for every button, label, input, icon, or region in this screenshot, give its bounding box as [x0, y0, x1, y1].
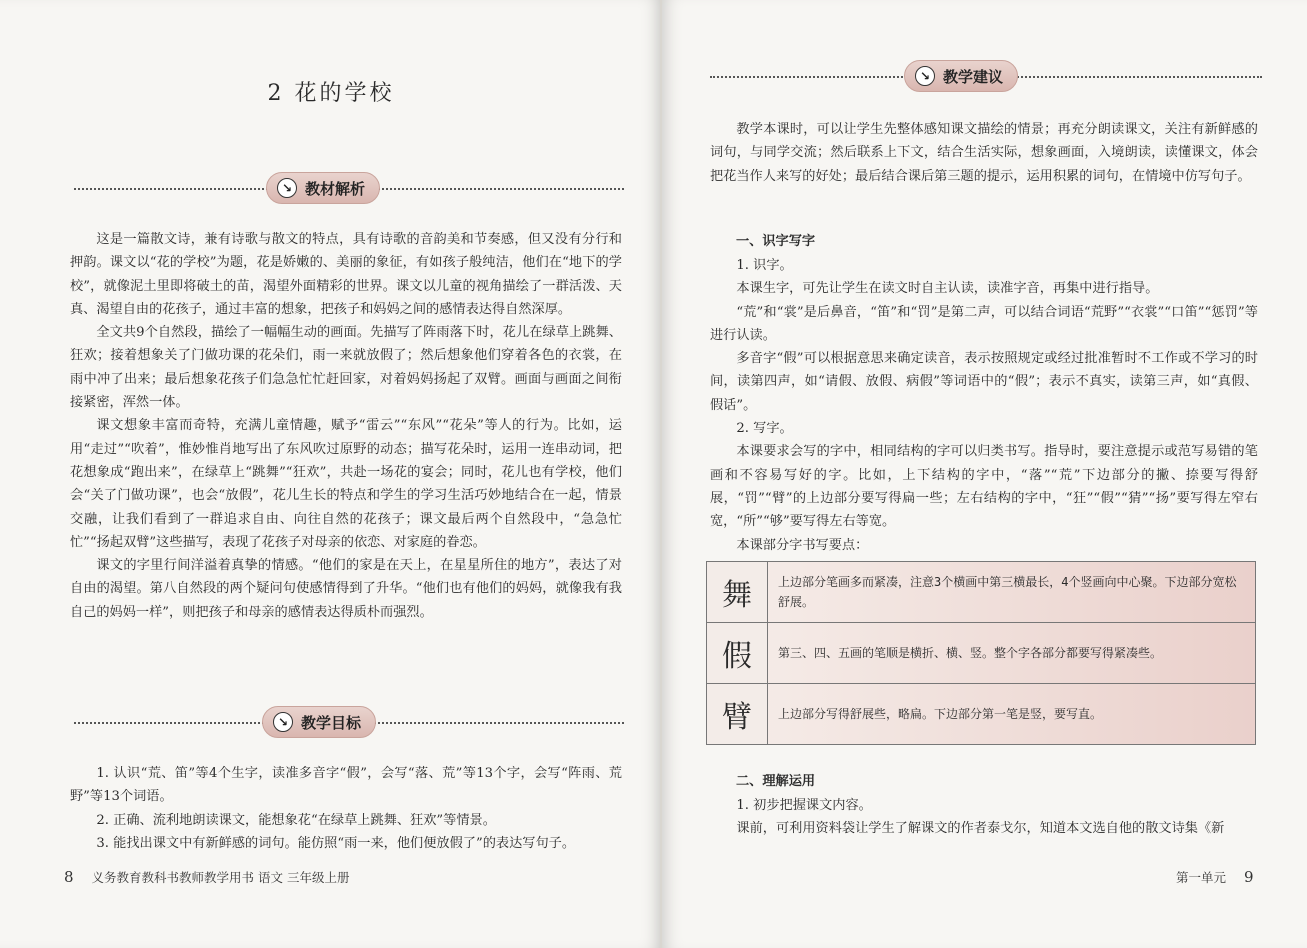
- section-heading: 教学目标: [301, 713, 362, 732]
- table-row: [707, 684, 1256, 745]
- section-pill: [262, 706, 376, 738]
- section-pill: [904, 60, 1018, 92]
- part1-heading-block: [736, 230, 1258, 253]
- paragraph: 本课生字，可先让学生在读文时自主认读，读准字音，再集中进行指导。: [736, 281, 1159, 297]
- page-number: 9: [1244, 868, 1254, 886]
- table-row: [707, 623, 1256, 684]
- book-title: 义务教育教科书教师教学用书 语文 三年级上册: [91, 870, 350, 885]
- paragraph: 本课部分字书写要点：: [736, 537, 869, 553]
- part-heading: 二、理解运用: [736, 774, 816, 789]
- paragraph: “荒”和“裳”是后鼻音，“笛”和“罚”是第二声，可以结合词语“荒野”“衣裳”“口笛”“惩罚”等进行认读。: [710, 304, 1258, 343]
- table-row: [707, 562, 1256, 623]
- arrow-down-right-icon: ↘: [273, 712, 293, 732]
- section-pill: [266, 172, 380, 204]
- unit-label: 第一单元: [1176, 870, 1227, 885]
- part-heading: 一、识字写字: [736, 234, 816, 249]
- section-header-analysis: [74, 172, 624, 206]
- sub-heading: 1. 初步把握课文内容。: [736, 798, 872, 813]
- suggestions-intro: [710, 118, 1258, 188]
- goal-item: 1. 认识“荒、笛”等4个生字，读准多音字“假”，会写“落、荒”等13个字，会写“阵雨、荒野”等13个词语。: [70, 766, 622, 805]
- part2-text: [710, 794, 1258, 840]
- arrow-down-right-icon: ↘: [277, 178, 297, 198]
- paragraph: 课前，可利用资料袋让学生了解课文的作者泰戈尔，知道本文选自他的散文诗集《新: [736, 821, 1225, 837]
- page-number: 8: [64, 868, 74, 886]
- section-header-suggestions: [710, 60, 1262, 94]
- note-cell: 第三、四、五画的笔顺是横折、横、竖。整个字各部分都要写得紧凑些。: [768, 623, 1256, 684]
- goal-item: 3. 能找出课文中有新鲜感的词句。能仿照“雨一来，他们便放假了”的表达写句子。: [96, 835, 576, 851]
- section-heading: 教学建议: [943, 67, 1004, 86]
- analysis-text: [70, 228, 622, 624]
- goal-item: 2. 正确、流利地朗读课文，能想象花“在绿草上跳舞、狂欢”等情景。: [96, 812, 496, 828]
- sub-heading: 1. 识字。: [736, 258, 793, 273]
- character-cell: 假: [707, 623, 768, 684]
- goals-list: [70, 762, 622, 855]
- paragraph: 课文想象丰富而奇特，充满儿童情趣，赋予“雷云”“东风”“花朵”等人的行为。比如，运用“走过”“吹着”，惟妙惟肖地写出了东风吹过原野的动态；描写花朵时，运用一连串动词，把花想象成“跑出来”，在绿草上“跳舞”“狂欢”，共赴一场花的宴会；同时，花儿也有学校，他们会“关了门做功课”，也会“放假”，花儿生长的特点和学生的学习生活巧妙地结合在一起，情景交融，让我们看到了一群追求自由、向往自然的花孩子；课文最后两个自然段中，“急急忙忙”“扬起双臂”这些描写，表现了花孩子对母亲的依恋、对家庭的眷恋。: [70, 418, 622, 550]
- character-cell: 臂: [707, 684, 768, 745]
- paragraph: 本课要求会写的字中，相同结构的字可以归类书写。指导时，要注意提示或范写易错的笔画和不容易写好的字。比如，上下结构的字中，“落”“荒”下边部分的撇、捺要写得舒展，“罚”“臂”的上边部分要写得扁一些；左右结构的字中，“狂”“假”“猜”“扬”要写得左窄右宽，“所”“够”要写得左右等宽。: [710, 444, 1258, 530]
- paragraph: 教学本课时，可以让学生先整体感知课文描绘的情景；再充分朗读课文，关注有新鲜感的词句，与同学交流；然后联系上下文，结合生活实际，想象画面，入境朗读，读懂课文，体会把花当作人来写的好处；最后结合课后第三题的提示，运用积累的词句，在情境中仿写句子。: [710, 122, 1258, 184]
- lesson-title: 2 花的学校: [267, 81, 395, 106]
- paragraph: 这是一篇散文诗，兼有诗歌与散文的特点，具有诗歌的音韵美和节奏感，但又没有分行和押韵。课文以“花的学校”为题，花是娇嫩的、美丽的象征，有如孩子般纯洁，他们在“地下的学校”，就像泥土里即将破土的苗，渴望外面精彩的世界。课文以儿童的视角描绘了一群活泼、天真、渴望自由的花孩子，通过丰富的想象，把孩子和妈妈之间的感情表达得自然深厚。: [70, 232, 622, 317]
- part2-heading-block: [736, 770, 1258, 793]
- part1-text: [710, 254, 1258, 557]
- note-cell: 上边部分笔画多而紧凑，注意3个横画中第三横最长，4个竖画向中心聚。下边部分宽松舒展。: [768, 562, 1256, 623]
- note-cell: 上边部分写得舒展些，略扁。下边部分第一笔是竖，要写直。: [768, 684, 1256, 745]
- paragraph: 全文共9个自然段，描绘了一幅幅生动的画面。先描写了阵雨落下时，花儿在绿草上跳舞、狂欢；接着想象关了门做功课的花朵们，雨一来就放假了；然后想象他们穿着各色的衣裳，在雨中冲了出来；最后想象花孩子们急急忙忙赶回家，对着妈妈扬起了双臂。画面与画面之间衔接紧密，浑然一体。: [70, 325, 622, 411]
- section-heading: 教材解析: [305, 179, 366, 198]
- right-footer: [1176, 868, 1254, 886]
- paragraph: 多音字“假”可以根据意思来确定读音，表示按照规定或经过批准暂时不工作或不学习的时间，读第四声，如“请假、放假、病假”等词语中的“假”；表示不真实，读第三声，如“真假、假话”。: [710, 351, 1258, 413]
- section-header-goals: [74, 706, 624, 740]
- paragraph: 课文的字里行间洋溢着真挚的情感。“他们的家是在天上，在星星所住的地方”，表达了对自由的渴望。第八自然段的两个疑问句使感情得到了升华。“他们也有他们的妈妈，就像我有我自己的妈妈一样”，则把孩子和母亲的感情表达得质朴而强烈。: [70, 558, 622, 620]
- character-cell: 舞: [707, 562, 768, 623]
- arrow-down-right-icon: ↘: [915, 66, 935, 86]
- writing-points-table: [706, 561, 1256, 745]
- left-footer: [64, 868, 349, 886]
- sub-heading: 2. 写字。: [736, 421, 793, 437]
